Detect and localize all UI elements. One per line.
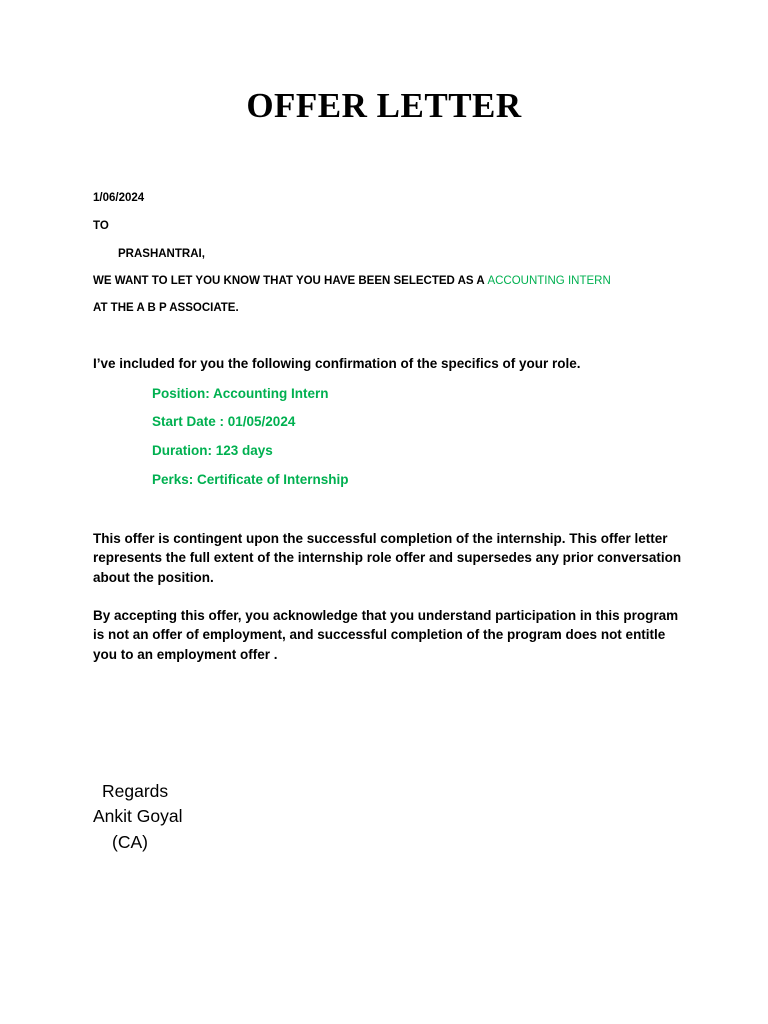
closing-regards: Regards (102, 781, 169, 801)
recipient-name: PRASHANTRAI, (118, 248, 205, 260)
document-title: OFFER LETTER (246, 86, 522, 125)
signatory-name: Ankit Goyal (93, 806, 183, 826)
detail-start-date: Start Date : 01/05/2024 (152, 414, 296, 429)
selection-role: ACCOUNTING INTERN (487, 275, 611, 287)
detail-perks: Perks: Certificate of Internship (152, 472, 349, 487)
detail-duration: Duration: 123 days (152, 443, 273, 458)
selection-line (93, 275, 611, 287)
detail-position: Position: Accounting Intern (152, 386, 329, 401)
to-label: TO (93, 220, 109, 232)
signatory-title: (CA) (112, 832, 148, 852)
selection-prefix: WE WANT TO LET YOU KNOW THAT YOU HAVE BEEN SELECTED AS A (93, 275, 488, 287)
letter-date: 1/06/2024 (93, 192, 145, 204)
contingency-paragraph: This offer is contingent upon the successful completion of the internship. This offer letter represents the full extent of the internship role offer and supersedes any prior conversation about the position. (93, 531, 682, 585)
company-line: AT THE A B P ASSOCIATE. (93, 302, 239, 314)
intro-line: I’ve included for you the following confirmation of the specifics of your role. (93, 356, 581, 371)
acknowledgement-paragraph: By accepting this offer, you acknowledge that you understand participation in this program is not an offer of employment, and successful completion of the program does not entitle you to an employment offer . (93, 608, 679, 662)
